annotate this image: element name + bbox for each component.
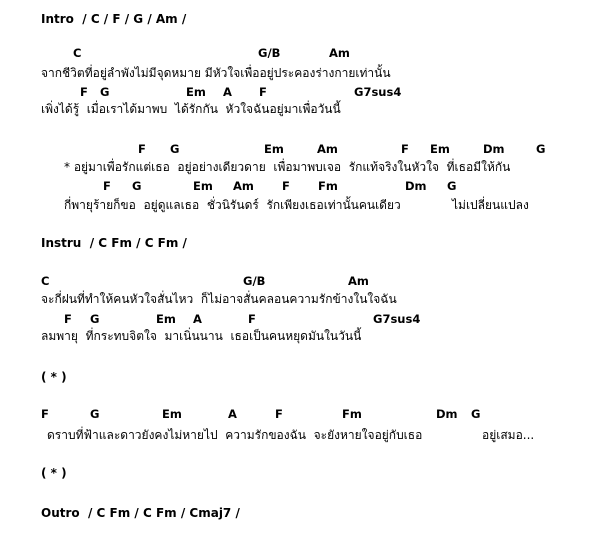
chord: G [447, 179, 457, 193]
chord: C [73, 46, 82, 60]
chord: A [193, 312, 202, 326]
chord: G7sus4 [354, 85, 402, 99]
chord: G7sus4 [373, 312, 421, 326]
chord: Dm [405, 179, 427, 193]
lyric-line: จะกี่ฝนที่ทำให้คนหัวใจสั่นไหว ก็ไม่อาจสั่นคลอนความรักข้างในใจฉัน [41, 292, 397, 306]
chord: Fm [318, 179, 338, 193]
lyric-line-end: ไม่เปลี่ยนแปลง [452, 198, 529, 212]
chord: F [275, 407, 283, 421]
chord: G [132, 179, 142, 193]
chord: F [41, 407, 49, 421]
lyric-line: * อยู่มาเพื่อรักแต่เธอ อยู่อย่างเดียวดาย เพื่อมาพบเจอ รักแท้จริงในหัวใจ ที่เธอมีให้กัน [64, 160, 511, 174]
lyric-line: เพิ่งได้รู้ เมื่อเราได้มาพบ ได้รักกัน หัวใจฉันอยู่มาเพื่อวันนี้ [41, 102, 341, 116]
chord: G [90, 407, 100, 421]
chord: Dm [436, 407, 458, 421]
chord: A [223, 85, 232, 99]
chord: G [100, 85, 110, 99]
chord: G [471, 407, 481, 421]
lyric-line: จากชีวิตที่อยู่ลำพังไม่มีจุดหมาย มีหัวใจเพื่ออยู่ประคองร่างกายเท่านั้น [41, 66, 391, 80]
lyric-line: ดราบที่ฟ้าและดาวยังคงไม่หายไป ความรักของฉัน จะยังหายใจอยู่กับเธอ [47, 428, 423, 442]
chord: G [170, 142, 180, 156]
chord: F [64, 312, 72, 326]
chord: F [401, 142, 409, 156]
chord: Fm [342, 407, 362, 421]
chord: Em [162, 407, 182, 421]
chord: G/B [258, 46, 281, 60]
chord: Dm [483, 142, 505, 156]
chord: Em [186, 85, 206, 99]
chord: Am [348, 274, 369, 288]
chord: F [138, 142, 146, 156]
intro-line: Intro / C / F / G / Am / [41, 12, 187, 26]
lyric-line: กี่พายุร้ายก็ขอ อยู่ดูแลเธอ ชั่วนิรันดร์ รักเพียงเธอเท่านั้นคนเดียว [64, 198, 401, 212]
lyric-line: ลมพายุ ที่กระทบจิตใจ มาเนิ่นนาน เธอเป็นคนหยุดมันในวันนี้ [41, 329, 362, 343]
chord: Em [430, 142, 450, 156]
chord: G/B [243, 274, 266, 288]
chord: Em [193, 179, 213, 193]
repeat-chorus-mark: ( * ) [41, 466, 67, 480]
chord: Am [233, 179, 254, 193]
instru-line: Instru / C Fm / C Fm / [41, 236, 187, 250]
chord: Em [264, 142, 284, 156]
chord: Em [156, 312, 176, 326]
chord: F [259, 85, 267, 99]
chord: F [282, 179, 290, 193]
chord: F [103, 179, 111, 193]
repeat-chorus-mark: ( * ) [41, 370, 67, 384]
chord: Am [317, 142, 338, 156]
lyric-line-end: อยู่เสมอ... [482, 428, 535, 442]
chord: F [248, 312, 256, 326]
chord: G [90, 312, 100, 326]
chord: A [228, 407, 237, 421]
chord: Am [329, 46, 350, 60]
chord: C [41, 274, 50, 288]
chord: F [80, 85, 88, 99]
chord: G [536, 142, 546, 156]
outro-line: Outro / C Fm / C Fm / Cmaj7 / [41, 506, 240, 520]
